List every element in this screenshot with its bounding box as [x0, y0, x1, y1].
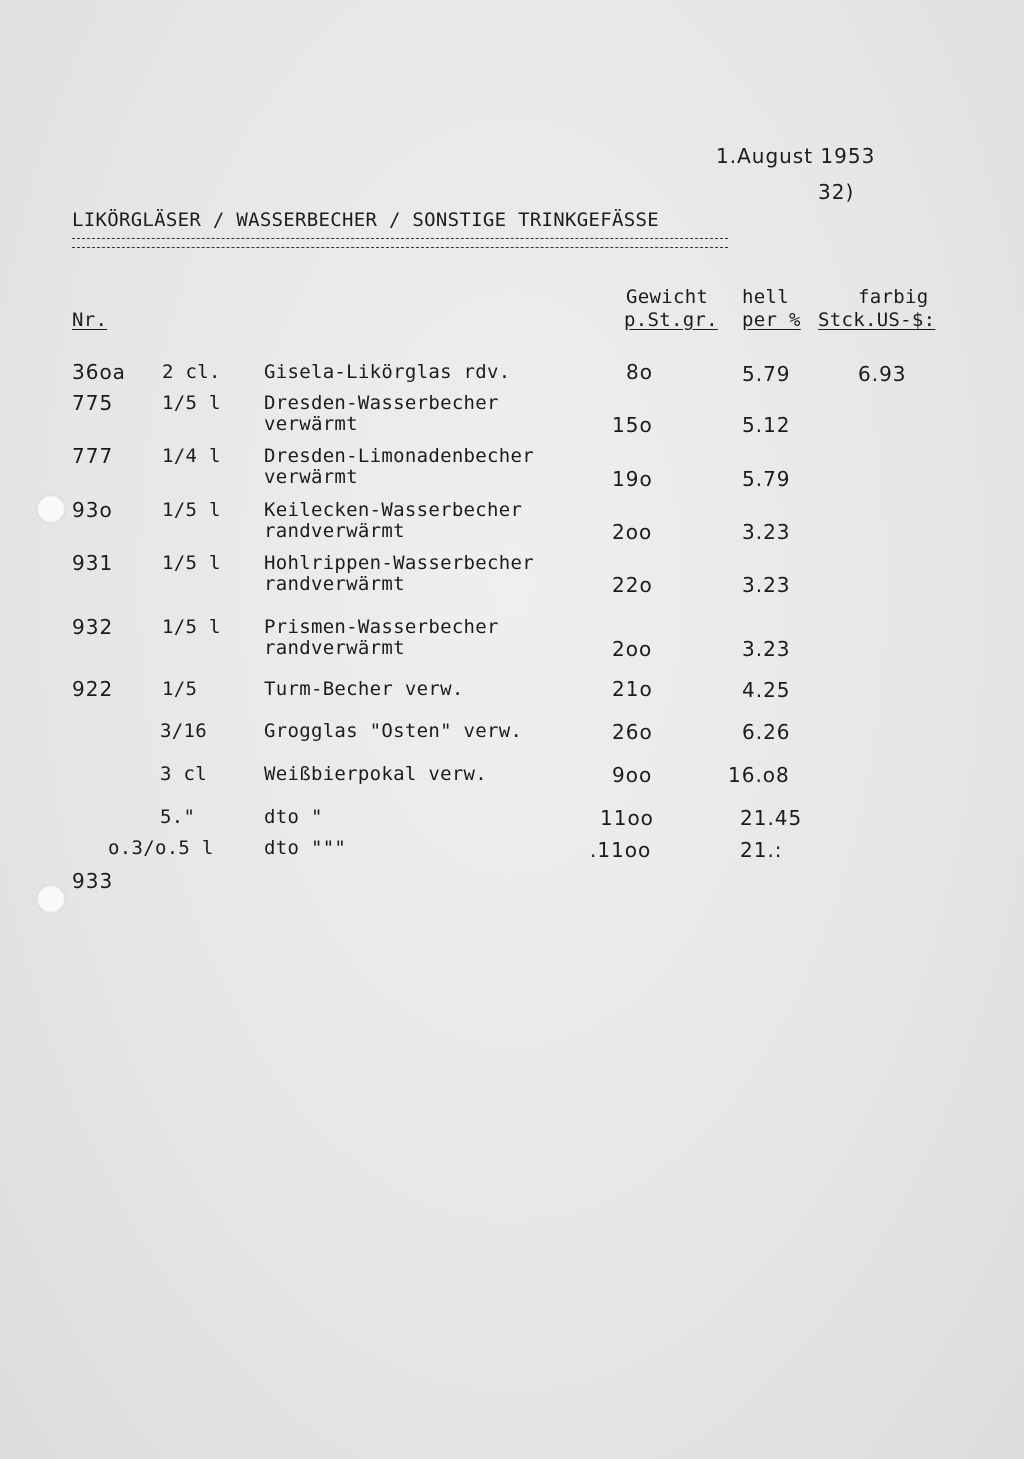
row-description: Grogglas "Osten" verw.: [264, 720, 523, 742]
row-size: 3/16: [160, 720, 207, 742]
punch-hole: [36, 494, 66, 524]
row-weight: 8o: [626, 360, 653, 384]
title-double-underline: [72, 238, 728, 248]
row-weight: 21o: [612, 677, 653, 701]
row-description: Weißbierpokal verw.: [264, 763, 488, 785]
row-size: 1/5 l: [162, 499, 221, 521]
column-header-weight-unit: p.St.gr.: [624, 309, 718, 331]
row-size: 1/5 l: [162, 552, 221, 574]
row-price-hell: 4.25: [742, 678, 791, 702]
column-header-hell: hell: [742, 286, 789, 308]
row-price-hell: 5.79: [742, 467, 791, 491]
row-description: Dresden-Limonadenbecher: [264, 445, 534, 467]
column-header-farbig-unit: Stck.US-$:: [818, 309, 936, 331]
row-description: dto ": [264, 806, 323, 828]
row-price-hell: 3.23: [742, 573, 791, 597]
row-weight: 11oo: [600, 806, 654, 830]
page-reference: 32): [818, 180, 855, 204]
row-description-line2: randverwärmt: [264, 637, 405, 659]
row-description: dto """: [264, 837, 347, 859]
row-description: Gisela-Likörglas rdv.: [264, 361, 511, 383]
row-nr: 922: [72, 677, 114, 701]
row-size: 5.": [160, 806, 196, 828]
column-header-nr: Nr.: [72, 309, 108, 331]
row-size: 1/5 l: [162, 616, 221, 638]
row-nr: 931: [72, 551, 114, 575]
row-nr: 775: [72, 391, 114, 415]
row-description: Hohlrippen-Wasserbecher: [264, 552, 534, 574]
document-title: LIKÖRGLÄSER / WASSERBECHER / SONSTIGE TRINKGEFÄSSE: [72, 209, 659, 231]
row-nr: 932: [72, 615, 114, 639]
row-size: 3 cl: [160, 763, 207, 785]
row-description-line2: verwärmt: [264, 413, 358, 435]
row-weight: 19o: [612, 467, 653, 491]
row-price-hell: 21.45: [740, 806, 803, 830]
column-header-weight: Gewicht: [626, 286, 709, 308]
row-price-hell: 16.o8: [728, 763, 790, 787]
row-description-line2: verwärmt: [264, 466, 358, 488]
punch-hole: [36, 884, 66, 914]
row-price-farbig: 6.93: [858, 362, 907, 386]
row-description: Dresden-Wasserbecher: [264, 392, 499, 414]
footer-item-nr: 933: [72, 869, 114, 893]
row-weight: 26o: [612, 720, 653, 744]
row-nr: 36oa: [72, 360, 126, 384]
row-price-hell: 6.26: [742, 720, 791, 744]
row-description-line2: randverwärmt: [264, 573, 405, 595]
row-size: o.3/o.5 l: [108, 837, 214, 859]
row-description: Prismen-Wasserbecher: [264, 616, 499, 638]
row-nr: 93o: [72, 498, 113, 522]
row-price-hell: 3.23: [742, 520, 791, 544]
row-weight: 22o: [612, 573, 653, 597]
row-nr: 777: [72, 444, 114, 468]
row-size: 1/5 l: [162, 392, 221, 414]
row-description: Turm-Becher verw.: [264, 678, 464, 700]
row-size: 1/5: [162, 678, 198, 700]
column-header-farbig: farbig: [858, 286, 929, 308]
row-weight: 2oo: [612, 520, 653, 544]
row-price-hell: 21.:: [740, 838, 783, 862]
row-price-hell: 3.23: [742, 637, 791, 661]
row-size: 2 cl.: [162, 361, 221, 383]
row-weight: .11oo: [590, 838, 652, 862]
row-size: 1/4 l: [162, 445, 221, 467]
row-weight: 2oo: [612, 637, 653, 661]
row-price-hell: 5.79: [742, 362, 791, 386]
row-weight: 15o: [612, 413, 653, 437]
row-price-hell: 5.12: [742, 413, 791, 437]
column-header-hell-unit: per %: [742, 309, 801, 331]
row-description-line2: randverwärmt: [264, 520, 405, 542]
row-weight: 9oo: [612, 763, 653, 787]
document-date: 1.August 1953: [716, 144, 876, 168]
row-description: Keilecken-Wasserbecher: [264, 499, 523, 521]
